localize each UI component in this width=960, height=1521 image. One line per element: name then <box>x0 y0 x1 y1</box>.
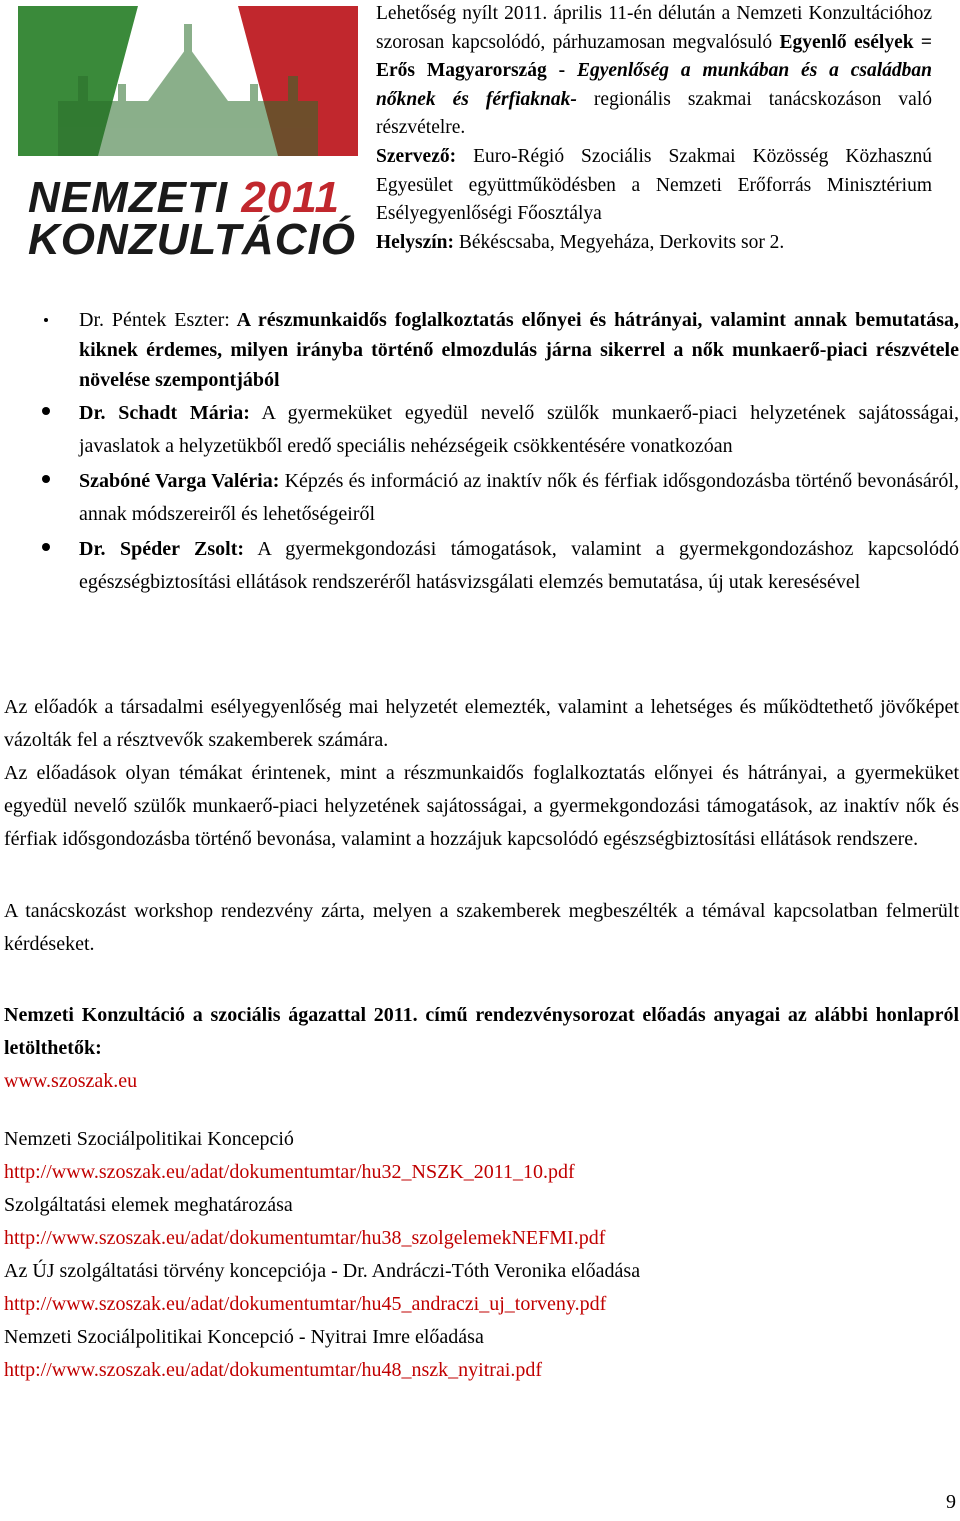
organizer-line: Szervező: Euro-Régió Szociális Szakmai Közösség Közhasznú Egyesület együttműködésben a Nemzeti Erőforrás Minisztérium Esélyegyenlőségi Főosztálya <box>376 145 932 225</box>
document-title: Szolgáltatási elemek meghatározása <box>4 1194 293 1216</box>
bullet-icon <box>42 543 50 551</box>
list-item: Szabóné Varga Valéria: Képzés és információ az inaktív nők és férfiak idősgondozásba történő bevonásáról, annak módszereiről és lehetőségeiről <box>0 465 959 531</box>
list-item: Dr. Schadt Mária: A gyermeküket egyedül nevelő szülők munkaerő-piaci helyzetének sajátosságai, javaslatok a helyzetükből eredő speciális nehézségeik csökkentésére vonatkozóan <box>0 397 959 463</box>
page-number: 9 <box>946 1491 956 1513</box>
venue-line: Helyszín: Békéscsaba, Megyeháza, Derkovits sor 2. <box>376 231 785 253</box>
intro-paragraph: Lehetőség nyílt 2011. április 11-én délután a Nemzeti Konzultációhoz szorosan kapcsolódó, párhuzamosan megvalósuló Egyenlő esélyek = Erős Magyarország - Egyenlőség a munkában és a családban nőknek és férfiaknak- regionális szakmai tanácskozáson való részvételre. <box>376 3 932 139</box>
bullet-icon <box>42 475 50 483</box>
document-link[interactable]: http://www.szoszak.eu/adat/dokumentumtar/hu38_szolgelemekNEFMI.pdf <box>4 1227 606 1249</box>
nemzeti-konzultacio-logo <box>18 6 358 262</box>
logo-line-2: KONZULTÁCIÓ <box>28 215 356 264</box>
document-link[interactable]: http://www.szoszak.eu/adat/dokumentumtar/hu32_NSZK_2011_10.pdf <box>4 1161 575 1183</box>
download-heading: Nemzeti Konzultáció a szociális ágazattal 2011. című rendezvénysorozat előadás anyagai az alábbi honlapról letölthetők: <box>4 1004 959 1059</box>
speakers-list <box>0 305 960 599</box>
bullet-icon <box>44 318 48 322</box>
bullet-icon <box>42 407 50 415</box>
list-item: Dr. Spéder Zsolt: A gyermekgondozási támogatások, valamint a gyermekgondozáshoz kapcsolódó egészségbiztosítási ellátások rendszeréről hatásvizsgálati elemzés bemutatása, új utak keresésével <box>0 533 959 599</box>
summary-paragraph-2: Az előadások olyan témákat érintenek, mint a részmunkaidős foglalkoztatás előnyei és hátrányai, a gyermeküket egyedül nevelő szülők munkaerő-piaci helyzetének sajátosságai, a gyermekgondozási támogatások, az inaktív nők és férfiak idősgondozásba történő bevonása, valamint a hozzájuk kapcsolódó egészségbiztosítási ellátások rendszere. <box>4 762 959 850</box>
site-link[interactable]: www.szoszak.eu <box>4 1070 138 1092</box>
logo-line-1: NEMZETI 2011 <box>28 173 340 222</box>
document-title: Nemzeti Szociálpolitikai Koncepció <box>4 1128 294 1150</box>
list-item: Dr. Péntek Eszter: A részmunkaidős foglalkoztatás előnyei és hátrányai, valamint annak bemutatása, kiknek érdemes, milyen irányba történő elmozdulás járna sikerrel a nők munkaerő-piaci részvétele növelése szempontjából <box>0 305 959 395</box>
summary-paragraph-1: Az előadók a társadalmi esélyegyenlőség mai helyzetét elemezték, valamint a lehetséges és működtethető jövőképet vázolták fel a résztvevők szakemberek számára. <box>4 696 959 751</box>
documents-list <box>4 1123 944 1387</box>
intro-block <box>376 0 932 257</box>
document-title: Nemzeti Szociálpolitikai Koncepció - Nyitrai Imre előadása <box>4 1326 484 1348</box>
document-link[interactable]: http://www.szoszak.eu/adat/dokumentumtar/hu48_nszk_nyitrai.pdf <box>4 1359 543 1381</box>
document-link[interactable]: http://www.szoszak.eu/adat/dokumentumtar/hu45_andraczi_uj_torveny.pdf <box>4 1293 607 1315</box>
parliament-silhouette-icon <box>18 6 358 156</box>
summary-paragraph-3: A tanácskozást workshop rendezvény zárta, melyen a szakemberek megbeszélték a témával kapcsolatban felmerült kérdéseket. <box>4 900 959 955</box>
document-title: Az ÚJ szolgáltatási törvény koncepciója - Dr. Andráczi-Tóth Veronika előadása <box>4 1260 641 1282</box>
